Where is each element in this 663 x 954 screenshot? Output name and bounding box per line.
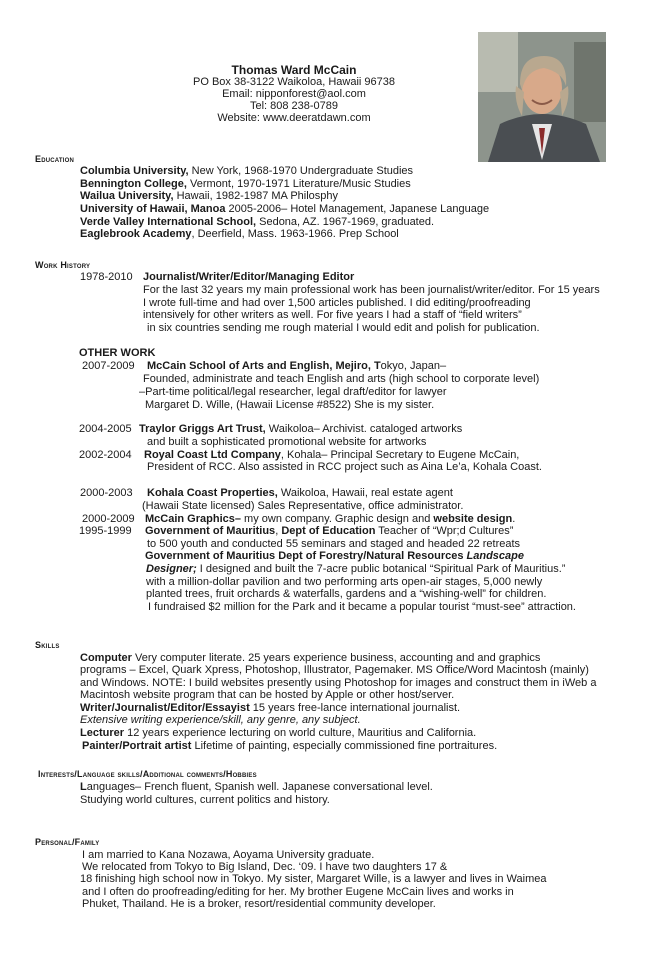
personal-line: and I often do proofreading/editing for her. My brother Eugene McCain lives and works in	[82, 886, 514, 898]
education-item: Wailua University, Hawaii, 1982-1987 MA Philosphy	[80, 190, 339, 203]
work-line: I wrote full-time and had over 1,500 articles published. I did editing/proofreading	[143, 297, 531, 309]
skill-computer: Computer Very computer literate. 25 years experience business, accounting and and graphics	[80, 652, 541, 664]
work-history-heading: Work History	[35, 260, 91, 270]
other-work-heading: OTHER WORK	[79, 347, 156, 359]
personal-line: Phuket, Thailand. He is a broker, resort/residential community developer.	[82, 898, 436, 910]
job-line: to 500 youth and conducted 55 seminars and staged and headed 22 retreats	[147, 538, 521, 550]
education-item: Eaglebrook Academy, Deerfield, Mass. 1963-1966. Prep School	[80, 228, 399, 241]
address: PO Box 38-3122 Waikoloa, Hawaii 96738	[193, 76, 395, 88]
job-line: Founded, administrate and teach English and arts (high school to corporate level)	[143, 373, 540, 385]
skill-writer: Writer/Journalist/Editor/Essayist 15 years free-lance international journalist.	[80, 702, 461, 714]
education-item: University of Hawaii, Manoa 2005-2006– Hotel Management, Japanese Language	[80, 203, 490, 216]
job-mauritius-forestry: Government of Mauritius Dept of Forestry/Natural Resources Landscape	[145, 550, 524, 562]
job-line: and built a sophisticated promotional website for artworks	[147, 436, 427, 448]
skill-line: programs – Excel, Quark Xpress, Photoshop, Illustrator, Pagemaker. MS Office/Word Macintosh (mainly)	[80, 664, 589, 676]
interests-line: Studying world cultures, current politics and history.	[80, 794, 330, 806]
education-heading: Education	[35, 154, 75, 164]
job-line: Designer; I designed and built the 7-acre public botanical “Spiritual Park of Mauritius.”	[146, 563, 566, 575]
job-years: 2007-2009	[82, 360, 135, 372]
job-years: 2000-2003	[80, 487, 133, 499]
skill-lecturer: Lecturer 12 years experience lecturing on world culture, Mauritius and California.	[80, 727, 477, 739]
job-kohala-coast: Kohala Coast Properties, Waikoloa, Hawaii, real estate agent	[147, 487, 453, 499]
job-years: 2002-2004	[79, 449, 132, 461]
job-line: –Part-time political/legal researcher, legal draft/editor for lawyer	[139, 386, 447, 398]
skills-heading: Skills	[35, 640, 60, 650]
job-years: 2000-2009	[82, 513, 135, 525]
telephone: Tel: 808 238-0789	[249, 100, 339, 112]
skill-painter: Painter/Portrait artist Lifetime of painting, especially commissioned fine portraitures.	[82, 740, 498, 752]
job-mccain-graphics: McCain Graphics– my own company. Graphic design and website design.	[145, 513, 516, 525]
work-years: 1978-2010	[80, 271, 133, 283]
job-mauritius-education: Government of Mauritius, Dept of Education Teacher of “Wpr;d Cultures”	[145, 525, 514, 537]
skill-line: Extensive writing experience/skill, any genre, any subject.	[80, 714, 361, 726]
skill-line: and Windows. NOTE: I build websites presently using Photoshop for images and construct them in iWeb a	[80, 677, 597, 689]
website: Website: www.deeratdawn.com	[217, 112, 371, 124]
personal-line: I am married to Kana Nozawa, Aoyama University graduate.	[82, 849, 375, 861]
interests-heading: Interests/Language skills/Additional comments/Hobbies	[38, 769, 257, 779]
job-line: planted trees, fruit orchards & waterfalls, gardens and a “wishing-well” for children.	[146, 588, 547, 600]
job-line: President of RCC. Also assisted in RCC project such as Aina Le’a, Kohala Coast.	[147, 461, 542, 473]
resume-name: Thomas Ward McCain	[231, 63, 357, 77]
job-line: (Hawaii State licensed) Sales Representative, office administrator.	[142, 500, 464, 512]
email: Email: nipponforest@aol.com	[222, 88, 366, 100]
job-mccain-school: McCain School of Arts and English, Mejiro, Tokyo, Japan–	[147, 360, 447, 372]
personal-heading: Personal/Family	[35, 837, 100, 847]
job-years: 1995-1999	[79, 525, 132, 537]
portrait-photo	[478, 32, 606, 162]
personal-line: 18 finishing high school now in Tokyo. My sister, Margaret Wille, is a lawyer and lives in Waimea	[80, 873, 547, 885]
job-line: Margaret D. Wille, (Hawaii License #8522) She is my sister.	[145, 399, 435, 411]
work-title: Journalist/Writer/Editor/Managing Editor	[143, 271, 355, 283]
education-item: Verde Valley International School, Sedona, AZ. 1967-1969, graduated.	[80, 215, 435, 228]
interests-languages: Languages– French fluent, Spanish well. Japanese conversational level.	[80, 781, 433, 793]
education-list	[80, 165, 489, 241]
work-line: For the last 32 years my main professional work has been journalist/writer/editor. For 15 years	[143, 284, 600, 296]
job-royal-coast: Royal Coast Ltd Company, Kohala– Principal Secretary to Eugene McCain,	[144, 449, 520, 461]
job-line: with a million-dollar pavilion and two performing arts open-air stages, 5,000 newly	[146, 576, 543, 588]
work-line: intensively for other writers as well. For five years I had a staff of “field writers”	[143, 309, 522, 321]
skill-line: Macintosh website program that can be hosted by Apple or other host/server.	[80, 689, 455, 701]
education-item: Columbia University, New York, 1968-1970 Undergraduate Studies	[80, 165, 414, 177]
job-traylor-griggs: Traylor Griggs Art Trust, Waikoloa– Archivist. cataloged artworks	[139, 423, 463, 435]
job-years: 2004-2005	[79, 423, 132, 435]
work-line: in six countries sending me rough material I would edit and polish for publication.	[147, 322, 540, 334]
education-item: Bennington College, Vermont, 1970-1971 Literature/Music Studies	[80, 177, 411, 190]
job-line: I fundraised $2 million for the Park and it became a popular tourist “must-see” attraction.	[148, 601, 576, 613]
personal-line: We relocated from Tokyo to Big Island, Dec. ‘09. I have two daughters 17 &	[82, 861, 448, 873]
